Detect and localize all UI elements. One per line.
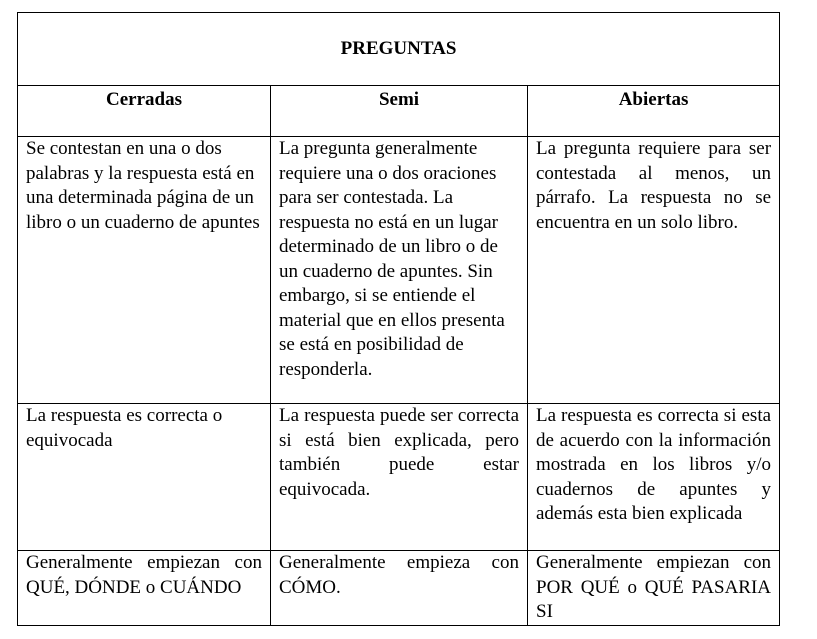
- cell-cerradas: Se contestan en una o dos palabras y la respuesta está en una determinada página de un libro o un cuaderno de apuntes: [18, 137, 271, 404]
- cell-cerradas: Generalmente empiezan con QUÉ, DÓNDE o CUÁNDO: [18, 551, 271, 626]
- table-row: [18, 137, 780, 404]
- cell-semi: La pregunta generalmente requiere una o dos oraciones para ser contestada. La respuesta no está en un lugar determinado de un libro o de un cuaderno de apuntes. Sin embargo, si se entiende el material que en ellos presenta se está en posibilidad de responderla.: [271, 137, 528, 404]
- cell-semi: La respuesta puede ser correcta si está bien explicada, pero también puede estar equivocada.: [271, 404, 528, 551]
- title-row: [18, 13, 780, 86]
- table-row: [18, 404, 780, 551]
- table-row: [18, 551, 780, 626]
- header-semi: Semi: [271, 86, 528, 137]
- cell-abiertas: La pregunta requiere para ser contestada al menos, un párrafo. La respuesta no se encuentra en un solo libro.: [528, 137, 780, 404]
- header-row: [18, 86, 780, 137]
- table-title: PREGUNTAS: [18, 13, 780, 86]
- header-abiertas: Abiertas: [528, 86, 780, 137]
- header-cerradas: Cerradas: [18, 86, 271, 137]
- cell-abiertas: La respuesta es correcta si esta de acuerdo con la información mostrada en los libros y/o cuadernos de apuntes y además esta bien explicada: [528, 404, 780, 551]
- questions-table: [17, 12, 780, 626]
- cell-cerradas: La respuesta es correcta o equivocada: [18, 404, 271, 551]
- cell-abiertas: Generalmente empiezan con POR QUÉ o QUÉ PASARIA SI: [528, 551, 780, 626]
- cell-semi: Generalmente empieza con CÓMO.: [271, 551, 528, 626]
